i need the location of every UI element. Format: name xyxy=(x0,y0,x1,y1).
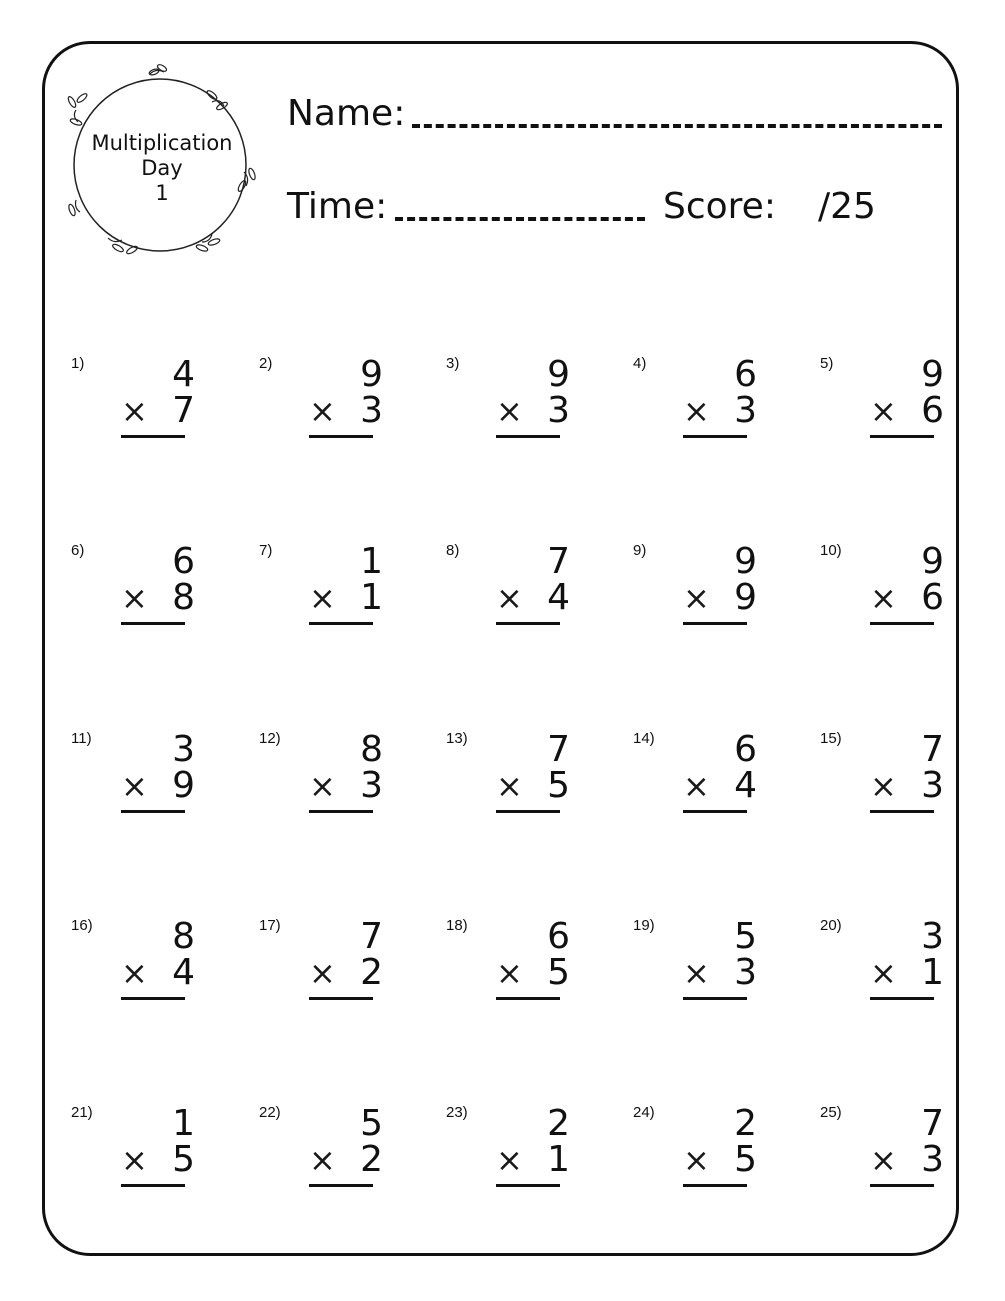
problem-multiplicand: 7 xyxy=(360,916,383,957)
problem-item xyxy=(259,730,444,840)
multiply-sign: × xyxy=(683,579,710,617)
problem-multiplier: 4 xyxy=(734,765,757,806)
problem-number: 11) xyxy=(71,730,92,747)
problem-item xyxy=(259,355,444,465)
problem-multiplier: 3 xyxy=(734,952,757,993)
answer-line[interactable] xyxy=(870,622,934,625)
problem-number: 12) xyxy=(259,730,281,747)
multiply-sign: × xyxy=(121,1141,148,1179)
problem-multiplicand: 4 xyxy=(172,354,195,395)
problem-item xyxy=(71,1104,256,1214)
problem-multiplier: 4 xyxy=(172,952,195,993)
problem-item xyxy=(820,1104,1005,1214)
problem-multiplier: 3 xyxy=(734,390,757,431)
multiply-sign: × xyxy=(870,954,897,992)
problem-multiplicand: 5 xyxy=(360,1103,383,1144)
problem-multiplicand: 6 xyxy=(547,916,570,957)
problem-item xyxy=(820,355,1005,465)
badge-day-label: Day xyxy=(141,156,183,180)
multiply-sign: × xyxy=(683,392,710,430)
problem-multiplicand: 9 xyxy=(547,354,570,395)
problem-number: 13) xyxy=(446,730,468,747)
problem-multiplicand: 6 xyxy=(172,541,195,582)
answer-line[interactable] xyxy=(683,1184,747,1187)
answer-line[interactable] xyxy=(121,1184,185,1187)
problem-item xyxy=(259,542,444,652)
problem-number: 2) xyxy=(259,355,273,372)
problem-number: 19) xyxy=(633,917,655,934)
problem-item xyxy=(71,730,256,840)
title-badge xyxy=(62,62,262,262)
multiply-sign: × xyxy=(496,579,523,617)
answer-line[interactable] xyxy=(683,997,747,1000)
problem-item xyxy=(446,1104,631,1214)
problem-multiplicand: 3 xyxy=(172,729,195,770)
problem-multiplier: 3 xyxy=(360,390,383,431)
problem-item xyxy=(71,542,256,652)
problem-number: 23) xyxy=(446,1104,468,1121)
problem-number: 1) xyxy=(71,355,85,372)
problem-multiplicand: 7 xyxy=(547,541,570,582)
problem-multiplicand: 7 xyxy=(921,729,944,770)
problem-number: 20) xyxy=(820,917,842,934)
problem-number: 7) xyxy=(259,542,273,559)
problem-number: 22) xyxy=(259,1104,281,1121)
problem-multiplicand: 9 xyxy=(360,354,383,395)
problem-number: 6) xyxy=(71,542,85,559)
answer-line[interactable] xyxy=(496,1184,560,1187)
multiply-sign: × xyxy=(309,954,336,992)
problem-multiplier: 6 xyxy=(921,390,944,431)
answer-line[interactable] xyxy=(870,810,934,813)
multiply-sign: × xyxy=(309,1141,336,1179)
answer-line[interactable] xyxy=(683,810,747,813)
answer-line[interactable] xyxy=(683,622,747,625)
answer-line[interactable] xyxy=(309,435,373,438)
problem-number: 4) xyxy=(633,355,647,372)
problem-multiplier: 3 xyxy=(547,390,570,431)
problem-multiplier: 7 xyxy=(172,390,195,431)
problem-number: 8) xyxy=(446,542,460,559)
multiply-sign: × xyxy=(683,767,710,805)
problem-multiplicand: 8 xyxy=(360,729,383,770)
problem-multiplicand: 9 xyxy=(921,354,944,395)
problem-multiplier: 8 xyxy=(172,577,195,618)
problem-multiplier: 1 xyxy=(360,577,383,618)
problem-item xyxy=(259,1104,444,1214)
multiply-sign: × xyxy=(121,392,148,430)
multiply-sign: × xyxy=(870,579,897,617)
answer-line[interactable] xyxy=(683,435,747,438)
answer-line[interactable] xyxy=(121,997,185,1000)
problem-item xyxy=(633,1104,818,1214)
badge-title: Multiplication xyxy=(91,131,233,155)
problem-number: 5) xyxy=(820,355,834,372)
answer-line[interactable] xyxy=(309,622,373,625)
problem-item xyxy=(259,917,444,1027)
score-label: Score: xyxy=(663,186,776,227)
problem-number: 25) xyxy=(820,1104,842,1121)
problem-number: 10) xyxy=(820,542,842,559)
score-total: /25 xyxy=(818,186,876,227)
badge-day-number: 1 xyxy=(155,181,169,205)
multiply-sign: × xyxy=(309,579,336,617)
answer-line[interactable] xyxy=(309,810,373,813)
multiply-sign: × xyxy=(683,1141,710,1179)
multiply-sign: × xyxy=(870,767,897,805)
answer-line[interactable] xyxy=(496,435,560,438)
problem-multiplicand: 9 xyxy=(734,541,757,582)
problem-item xyxy=(820,542,1005,652)
time-label: Time: xyxy=(287,186,388,227)
problem-multiplicand: 7 xyxy=(921,1103,944,1144)
multiply-sign: × xyxy=(309,392,336,430)
answer-line[interactable] xyxy=(496,622,560,625)
answer-line[interactable] xyxy=(121,435,185,438)
problem-item xyxy=(633,917,818,1027)
problem-item xyxy=(820,917,1005,1027)
problem-number: 18) xyxy=(446,917,468,934)
multiply-sign: × xyxy=(496,392,523,430)
problem-number: 15) xyxy=(820,730,842,747)
problem-multiplier: 3 xyxy=(921,765,944,806)
problem-multiplicand: 6 xyxy=(734,354,757,395)
multiply-sign: × xyxy=(496,1141,523,1179)
problem-multiplicand: 7 xyxy=(547,729,570,770)
time-field[interactable] xyxy=(395,217,645,221)
problem-item xyxy=(446,542,631,652)
problem-multiplicand: 6 xyxy=(734,729,757,770)
multiply-sign: × xyxy=(121,954,148,992)
multiply-sign: × xyxy=(870,1141,897,1179)
problem-multiplier: 3 xyxy=(360,765,383,806)
problem-multiplicand: 9 xyxy=(921,541,944,582)
multiply-sign: × xyxy=(121,579,148,617)
problem-multiplicand: 1 xyxy=(360,541,383,582)
answer-line[interactable] xyxy=(870,1184,934,1187)
multiply-sign: × xyxy=(121,767,148,805)
problem-item xyxy=(446,355,631,465)
name-label: Name: xyxy=(287,93,406,134)
answer-line[interactable] xyxy=(496,810,560,813)
answer-line[interactable] xyxy=(121,622,185,625)
problem-number: 14) xyxy=(633,730,655,747)
problem-multiplier: 5 xyxy=(734,1139,757,1180)
problem-item xyxy=(446,917,631,1027)
problem-item xyxy=(633,730,818,840)
multiply-sign: × xyxy=(683,954,710,992)
problem-multiplicand: 8 xyxy=(172,916,195,957)
problem-multiplicand: 5 xyxy=(734,916,757,957)
problem-multiplier: 5 xyxy=(172,1139,195,1180)
problem-multiplier: 9 xyxy=(734,577,757,618)
problem-multiplier: 2 xyxy=(360,952,383,993)
problem-multiplicand: 1 xyxy=(172,1103,195,1144)
answer-line[interactable] xyxy=(309,1184,373,1187)
multiply-sign: × xyxy=(870,392,897,430)
problem-multiplier: 5 xyxy=(547,952,570,993)
problem-multiplier: 9 xyxy=(172,765,195,806)
multiply-sign: × xyxy=(496,954,523,992)
answer-line[interactable] xyxy=(309,997,373,1000)
problem-multiplicand: 2 xyxy=(734,1103,757,1144)
problem-multiplicand: 2 xyxy=(547,1103,570,1144)
problem-number: 9) xyxy=(633,542,647,559)
problem-item xyxy=(633,542,818,652)
problem-multiplier: 1 xyxy=(547,1139,570,1180)
problem-multiplier: 3 xyxy=(921,1139,944,1180)
problem-number: 24) xyxy=(633,1104,655,1121)
problem-multiplier: 6 xyxy=(921,577,944,618)
answer-line[interactable] xyxy=(870,997,934,1000)
problem-number: 3) xyxy=(446,355,460,372)
answer-line[interactable] xyxy=(121,810,185,813)
answer-line[interactable] xyxy=(496,997,560,1000)
problem-number: 16) xyxy=(71,917,93,934)
problem-item xyxy=(633,355,818,465)
answer-line[interactable] xyxy=(870,435,934,438)
multiply-sign: × xyxy=(496,767,523,805)
problem-item xyxy=(446,730,631,840)
multiply-sign: × xyxy=(309,767,336,805)
name-field[interactable] xyxy=(412,124,942,128)
problem-multiplier: 1 xyxy=(921,952,944,993)
problem-number: 17) xyxy=(259,917,281,934)
problem-multiplier: 5 xyxy=(547,765,570,806)
problem-item xyxy=(820,730,1005,840)
problem-item xyxy=(71,355,256,465)
problem-multiplier: 4 xyxy=(547,577,570,618)
problem-multiplicand: 3 xyxy=(921,916,944,957)
problem-multiplier: 2 xyxy=(360,1139,383,1180)
problem-item xyxy=(71,917,256,1027)
problem-number: 21) xyxy=(71,1104,93,1121)
